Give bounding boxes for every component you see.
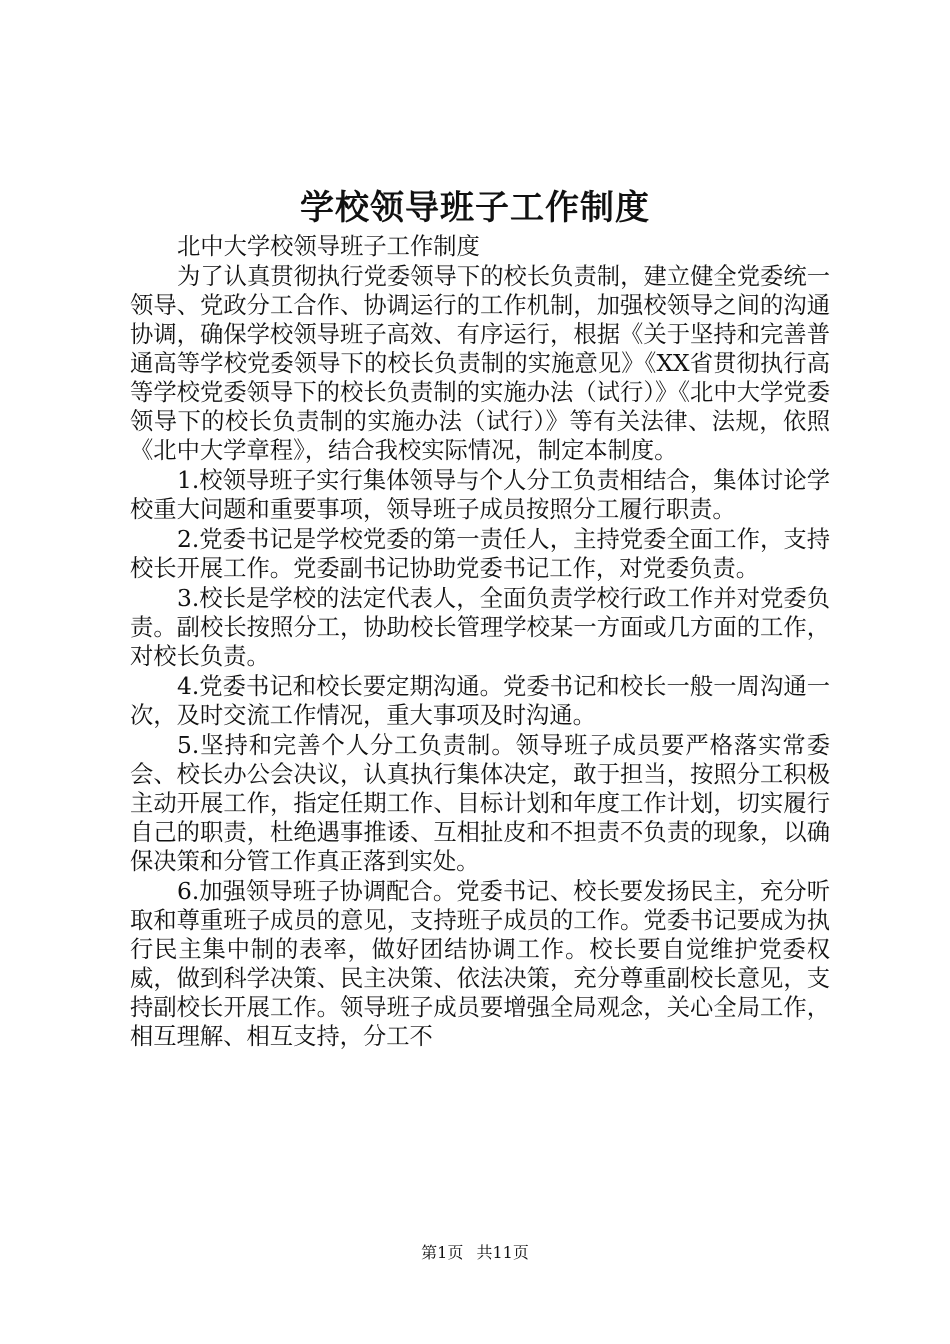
paragraph-item-1: 1.校领导班子实行集体领导与个人分工负责相结合，集体讨论学校重大问题和重要事项，领导班子成员按照分工履行职责。	[130, 467, 830, 523]
paragraph-item-4: 4.党委书记和校长要定期沟通。党委书记和校长一般一周沟通一次，及时交流工作情况，重大事项及时沟通。	[130, 673, 830, 729]
paragraph-item-5: 5.坚持和完善个人分工负责制。领导班子成员要严格落实常委会、校长办公会决议，认真执行集体决定，敢于担当，按照分工积极主动开展工作，指定任期工作、目标计划和年度工作计划，切实履行自己的职责，杜绝遇事推诿、互相扯皮和不担责不负责的现象，以确保决策和分管工作真正落到实处。	[130, 732, 830, 875]
document-body	[130, 232, 830, 1051]
page-footer	[0, 1243, 950, 1263]
page-number: 第1页	[421, 1243, 464, 1262]
paragraph-intro: 为了认真贯彻执行党委领导下的校长负责制，建立健全党委统一领导、党政分工合作、协调运行的工作机制，加强校领导之间的沟通协调，确保学校领导班子高效、有序运行，根据《关于坚持和完善普通高等学校党委领导下的校长负责制的实施意见》《XX省贯彻执行高等学校党委领导下的校长负责制的实施办法（试行）》《北中大学党委领导下的校长负责制的实施办法（试行）》等有关法律、法规，依照《北中大学章程》，结合我校实际情况，制定本制度。	[130, 263, 830, 464]
paragraph-item-2: 2.党委书记是学校党委的第一责任人，主持党委全面工作，支持校长开展工作。党委副书记协助党委书记工作，对党委负责。	[130, 526, 830, 582]
paragraph-item-3: 3.校长是学校的法定代表人，全面负责学校行政工作并对党委负责。副校长按照分工，协助校长管理学校某一方面或几方面的工作，对校长负责。	[130, 585, 830, 670]
document-subtitle: 北中大学校领导班子工作制度	[177, 233, 480, 260]
paragraph-item-6: 6.加强领导班子协调配合。党委书记、校长要发扬民主，充分听取和尊重班子成员的意见，支持班子成员的工作。党委书记要成为执行民主集中制的表率，做好团结协调工作。校长要自觉维护党委权威，做到科学决策、民主决策、依法决策，充分尊重副校长意见，支持副校长开展工作。领导班子成员要增强全局观念，关心全局工作，相互理解、相互支持，分工不	[130, 878, 830, 1050]
page-total: 共11页	[476, 1243, 529, 1262]
document-title: 学校领导班子工作制度	[300, 188, 650, 228]
